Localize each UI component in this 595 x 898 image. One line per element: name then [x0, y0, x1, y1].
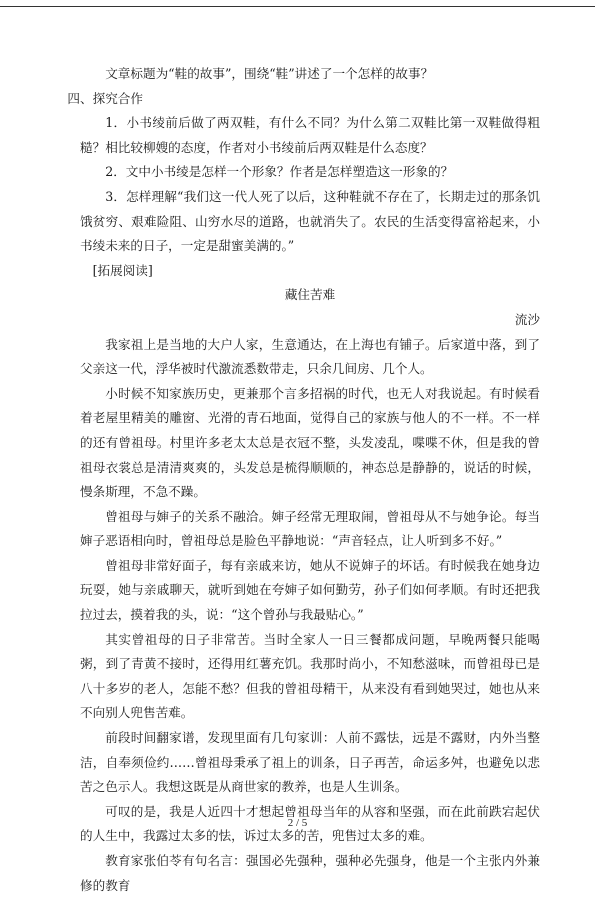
question-3: 3．怎样理解“我们这一代人死了以后，这种鞋就不存在了，长期走过的那条饥饿贫穷、艰难险阻、山穷水尽的道路，也就消失了。农民的生活变得富裕起来，小书绫未来的日子，一定是甜蜜美满的。”	[80, 188, 540, 254]
header-rule	[0, 6, 595, 7]
question-1: 1．小书绫前后做了两双鞋，有什么不同？为什么第二双鞋比第一双鞋做得粗糙？相比较柳嫂的态度，作者对小书绫前后两双鞋是什么态度？	[80, 115, 540, 155]
question-title: 文章标题为“鞋的故事”，围绕“鞋”讲述了一个怎样的故事？	[105, 66, 434, 81]
section-heading: 四、探究合作	[67, 90, 143, 106]
question-2: 2．文中小书绫是怎样一个形象？作者是怎样塑造这一形象的？	[105, 164, 454, 180]
document-body	[67, 62, 540, 898]
article-paragraph: 其实曾祖母的日子非常苦。当时全家人一日三餐都成问题，早晚两餐只能喝粥，到了青黄不接时，还得用红薯充饥。我那时尚小，不知愁滋味，而曾祖母已是八十多岁的老人，怎能不愁？但我的曾祖母精干，从来没有看到她哭过，她也从来不向别人兜售苦难。	[80, 631, 540, 721]
page-number: 2 / 5	[287, 817, 308, 829]
article-author: 流沙	[514, 311, 540, 327]
article-title: 藏住苦难	[284, 287, 336, 303]
article-paragraph: 曾祖母非常好面子，每有亲戚来访，她从不说婶子的坏话。有时候我在她身边玩耍，她与亲戚聊天，就听到她在夸婶子如何勤劳，孙子们如何孝顺。有时还把我拉过去，摸着我的头，说：“这个曾孙与我最贴心。”	[80, 557, 540, 623]
extended-reading-label: [拓展阅读]	[92, 262, 153, 278]
article-paragraph: 可叹的是，我是人近四十才想起曾祖母当年的从容和坚强，而在此前跌宕起伏的人生中，我露过太多的怯，诉过太多的苦，兜售过太多的难。	[80, 803, 540, 844]
article-paragraph: 前段时间翻家谱，发现里面有几句家训：人前不露怯，远是不露财，内外当整洁，自奉须俭约……曾祖母秉承了祖上的训条，日子再苦，命运多舛，也避免以悲苦之色示人。我想这既是从商世家的教养，也是人生训条。	[80, 730, 540, 795]
article-paragraph: 小时候不知家族历史，更兼那个言多招祸的时代，也无人对我说起。有时候看着老屋里精美的雕窗、光滑的青石地面，觉得自己的家族与他人的不一样。不一样的还有曾祖母。村里许多老太太总是衣冠不整，头发凌乱，喋喋不休，但是我的曾祖母衣裳总是清清爽爽的，头发总是梳得顺顺的，神态总是静静的，说话的时候，慢条斯理，不急不躁。	[80, 385, 540, 500]
article-paragraph: 我家祖上是当地的大户人家，生意通达，在上海也有铺子。后家道中落，到了父亲这一代，浮华被时代激流悉数带走，只余几间房、几个人。	[80, 336, 540, 377]
article-paragraph: 曾祖母与婶子的关系不融洽。婶子经常无理取闹，曾祖母从不与她争论。每当婶子恶语相向时，曾祖母总是脸色平静地说：“声音轻点，让人听到多不好。”	[80, 508, 540, 549]
article-paragraph: 教育家张伯苓有句名言：强国必先强种，强种必先强身，他是一个主张内外兼修的教育	[80, 853, 540, 893]
